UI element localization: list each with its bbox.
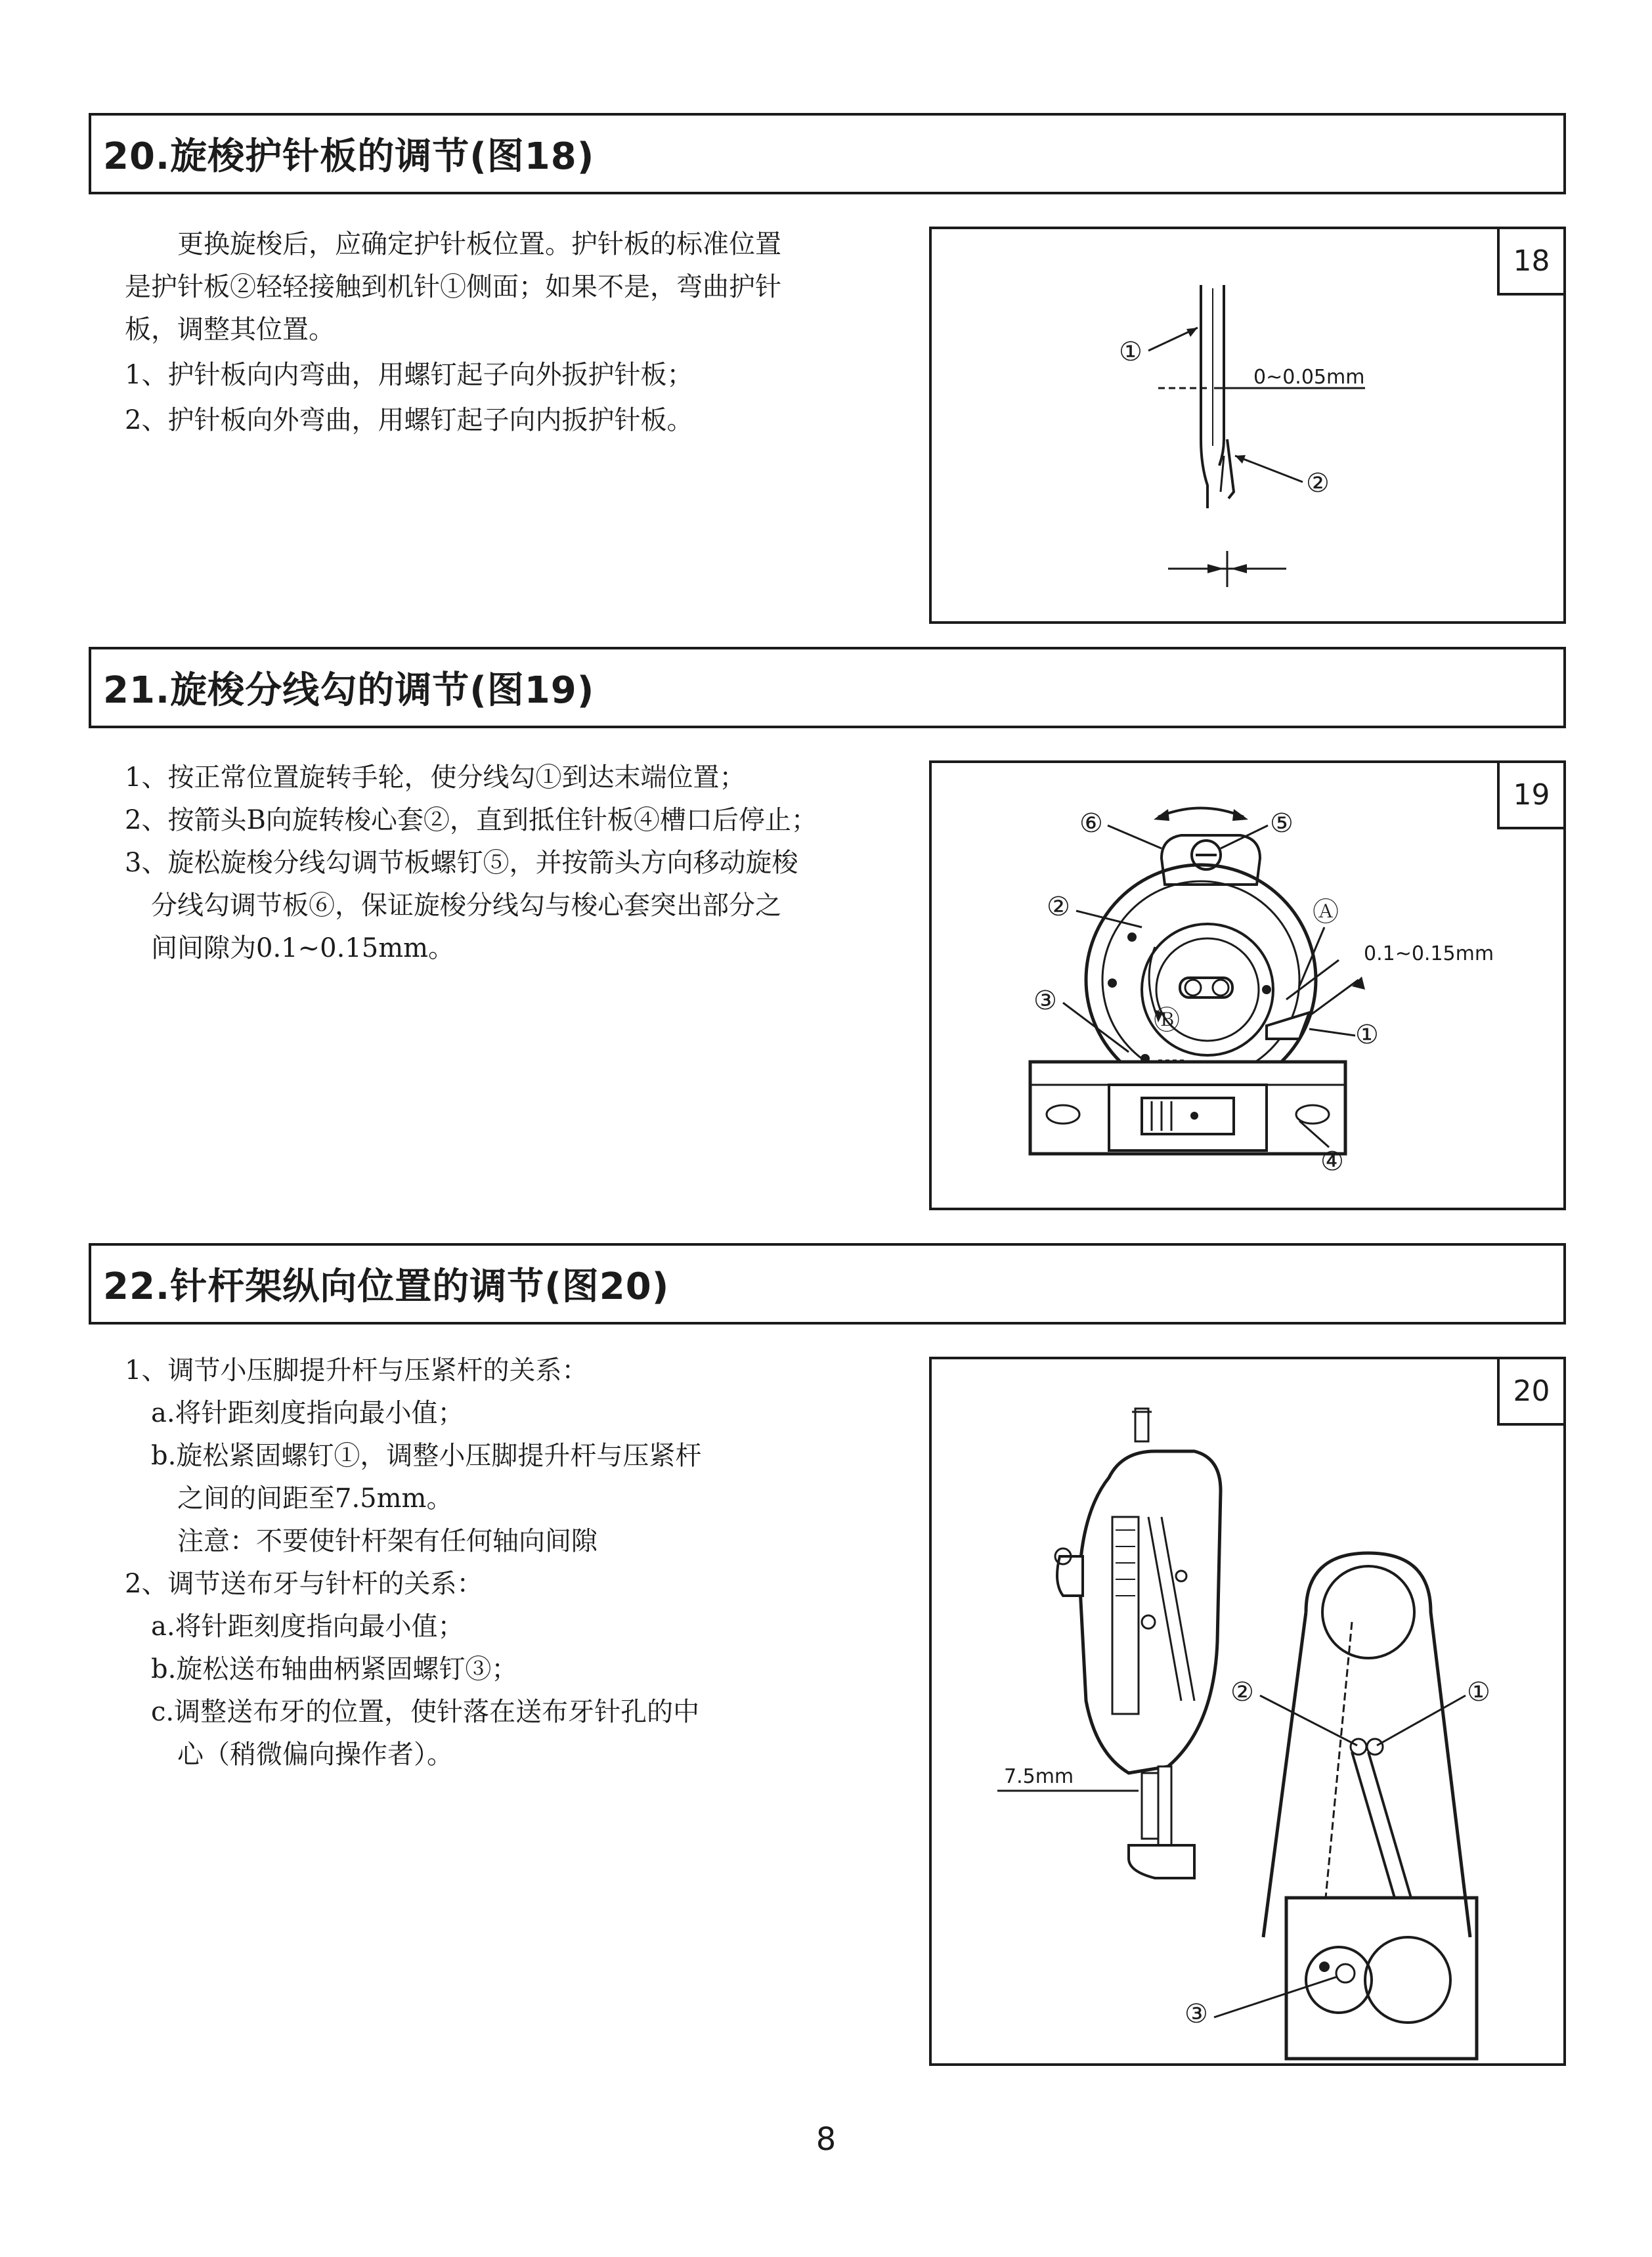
paragraph: 心（稍微偏向操作者）。 — [125, 1740, 453, 1770]
callout-1: ① — [1467, 1677, 1490, 1707]
section-21-title: 21.旋梭分线勾的调节(图19) — [89, 647, 1566, 728]
callout-4: ④ — [1320, 1147, 1344, 1177]
paragraph: 1、护针板向内弯曲，用螺钉起子向外扳护针板； — [125, 360, 693, 390]
figure-18 — [929, 227, 1566, 624]
callout-2: ② — [1047, 892, 1070, 922]
callout-1: ① — [1119, 337, 1142, 367]
paragraph: 1、调节小压脚提升杆与压紧杆的关系： — [125, 1355, 588, 1386]
paragraph: 1、按正常位置旋转手轮，使分线勾①到达末端位置； — [125, 762, 746, 793]
figure-19 — [929, 760, 1566, 1210]
section-20-title: 20.旋梭护针板的调节(图18) — [89, 113, 1566, 194]
section-20-text — [125, 223, 781, 442]
callout-2: ② — [1230, 1677, 1254, 1707]
paragraph: 2、护针板向外弯曲，用螺钉起子向内扳护针板。 — [125, 405, 693, 435]
page-number: 8 — [815, 2121, 837, 2158]
figure-number: 20 — [1497, 1357, 1566, 1426]
paragraph: 是护针板②轻轻接触到机针①侧面；如果不是，弯曲护针 — [125, 272, 781, 302]
paragraph: a.将针距刻度指向最小值； — [125, 1611, 464, 1642]
paragraph: 2、按箭头B向旋转梭心套②，直到抵住针板④槽口后停止； — [125, 805, 817, 835]
gap-label: 0.1~0.15mm — [1364, 942, 1494, 965]
section-22-text — [125, 1349, 701, 1776]
figure-19-drawing — [932, 763, 1563, 1208]
gap-label: 7.5mm — [1004, 1765, 1074, 1788]
figure-number: 19 — [1497, 760, 1566, 829]
section-22-title: 22.针杆架纵向位置的调节(图20) — [89, 1243, 1566, 1325]
paragraph: c.调整送布牙的位置，使针落在送布牙针孔的中 — [125, 1697, 700, 1727]
paragraph: 3、旋松旋梭分线勾调节板螺钉⑤，并按箭头方向移动旋梭 — [125, 848, 798, 878]
callout-1: ① — [1355, 1020, 1379, 1050]
paragraph: 间间隙为0.1~0.15mm。 — [125, 933, 455, 963]
paragraph: 之间的间距至7.5mm。 — [125, 1483, 453, 1514]
callout-a: Ⓐ — [1313, 897, 1339, 927]
paragraph: b.旋松送布轴曲柄紧固螺钉③； — [125, 1654, 518, 1684]
figure-number: 18 — [1497, 227, 1566, 296]
paragraph: 注意：不要使针杆架有任何轴向间隙 — [125, 1526, 598, 1556]
callout-3: ③ — [1185, 1999, 1208, 2029]
callout-5: ⑤ — [1270, 808, 1293, 839]
paragraph: 分线勾调节板⑥，保证旋梭分线勾与梭心套突出部分之 — [125, 890, 781, 921]
figure-20 — [929, 1357, 1566, 2066]
paragraph: b.旋松紧固螺钉①，调整小压脚提升杆与压紧杆 — [125, 1441, 702, 1471]
figure-20-drawing — [932, 1359, 1563, 2063]
paragraph: a.将针距刻度指向最小值； — [125, 1398, 464, 1428]
callout-3: ③ — [1033, 986, 1057, 1016]
callout-b: Ⓑ — [1154, 1005, 1180, 1036]
section-21-text — [125, 756, 817, 970]
paragraph: 板，调整其位置。 — [125, 315, 335, 345]
paragraph: 更换旋梭后，应确定护针板位置。护针板的标准位置 — [125, 229, 781, 259]
callout-6: ⑥ — [1079, 808, 1103, 839]
figure-18-drawing — [932, 229, 1563, 621]
callout-2: ② — [1306, 468, 1330, 498]
paragraph: 2、调节送布牙与针杆的关系： — [125, 1569, 483, 1599]
gap-label: 0~0.05mm — [1253, 366, 1365, 389]
